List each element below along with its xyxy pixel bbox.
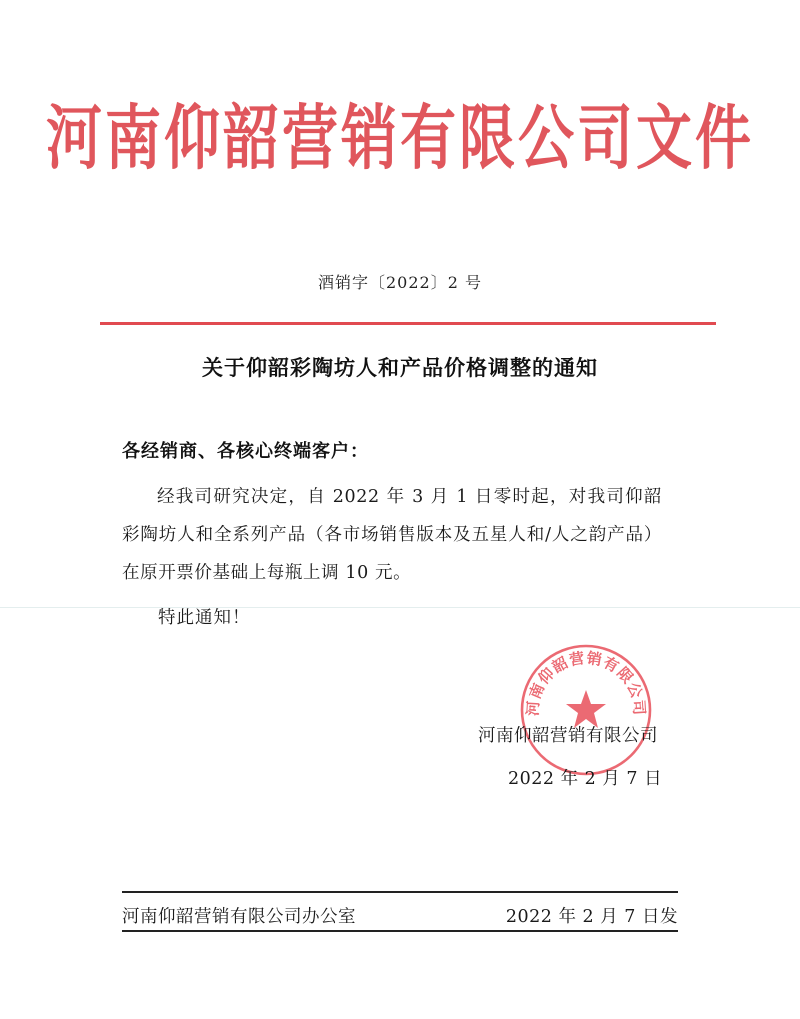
notice-body: 经我司研究决定，自 2022 年 3 月 1 日零时起，对我司仰韶彩陶坊人和全系列产品（各市场销售版本及五星人和/人之韵产品）在原开票价基础上每瓶上调 10 元。 <box>122 487 662 583</box>
closing-remark: 特此通知！ <box>158 608 251 628</box>
company-seal-stamp <box>516 640 656 780</box>
footer-issue-date: 2022 年 2 月 7 日发 <box>505 907 678 927</box>
document-header-title: 河南仰韶营销有限公司文件 <box>46 96 754 180</box>
scan-artifact-line <box>0 607 800 608</box>
salutation: 各经销商、各核心终端客户： <box>122 441 369 462</box>
notice-title: 关于仰韶彩陶坊人和产品价格调整的通知 <box>202 355 598 380</box>
footer-bottom-rule <box>122 930 678 932</box>
header-red-divider <box>100 322 716 325</box>
signing-company: 河南仰韶营销有限公司 <box>478 726 658 746</box>
footer-top-rule <box>122 891 678 893</box>
seal-text: 河南仰韶营销有限公司 <box>523 648 649 717</box>
footer-issuing-office: 河南仰韶营销有限公司办公室 <box>122 907 356 927</box>
document-number: 酒销字〔2022〕2 号 <box>318 273 482 292</box>
signing-date: 2022 年 2 月 7 日 <box>508 769 663 789</box>
